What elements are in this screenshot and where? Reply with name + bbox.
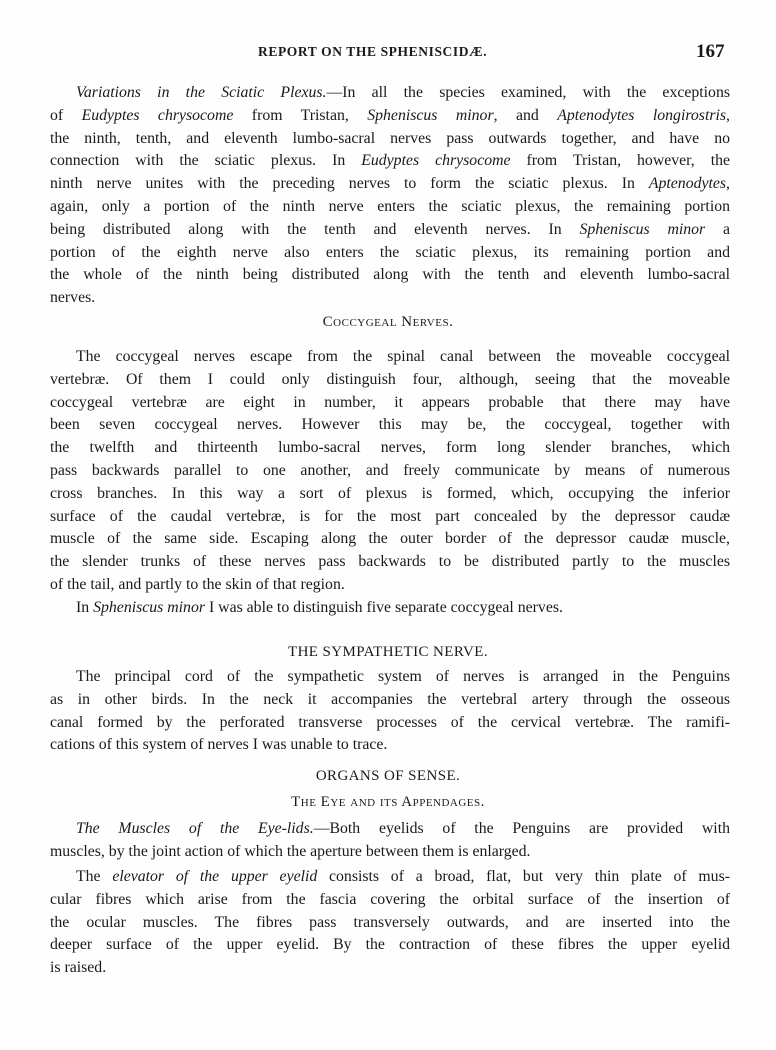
paragraph-sciatic-plexus xyxy=(50,82,730,310)
italic-run: Eudyptes chrysocome xyxy=(81,106,234,124)
text-run: , xyxy=(726,175,730,193)
running-head xyxy=(0,41,776,66)
text-line xyxy=(50,866,730,889)
text-line: cations of this system of nerves I was unable to trace. xyxy=(50,736,388,754)
text-run: from Tristan, xyxy=(233,106,368,124)
text-line: been seven coccygeal nerves. However this may be, the coccygeal, together with xyxy=(50,416,730,434)
text-line: vertebræ. Of them I could only distinguish four, although, seeing that the moveable xyxy=(50,370,730,388)
italic-run: Aptenodytes xyxy=(648,175,727,193)
text-line xyxy=(50,597,730,620)
section-heading-organs-of-sense: ORGANS OF SENSE. xyxy=(315,768,461,784)
italic-run: Variations in the Sciatic Plexus. xyxy=(76,84,327,101)
text-run: The xyxy=(76,868,113,885)
text-line: The principal cord of the sympathetic system of nerves is arranged in the Penguins xyxy=(76,668,730,685)
text-line: is raised. xyxy=(50,959,107,977)
text-line: muscle of the same side. Escaping along the outer border of the depressor caudæ muscle, xyxy=(50,530,730,548)
text-run: being distributed along with the tenth and eleventh nerves. In xyxy=(50,220,580,238)
text-run: , and xyxy=(493,106,558,124)
text-line xyxy=(50,150,730,173)
text-line: the whole of the ninth being distributed along with the tenth and eleventh lumbo-sacral xyxy=(50,266,730,284)
text-line xyxy=(50,818,730,841)
text-run: —Both eyelids of the Penguins are provided with xyxy=(313,820,730,837)
text-run: consists of a broad, flat, but very thin plate of mus- xyxy=(317,868,730,885)
text-run: of xyxy=(50,106,82,124)
running-title: REPORT ON THE SPHENISCIDÆ. xyxy=(258,44,488,59)
text-run: ninth nerve unites with the preceding nerves to form the sciatic plexus. In xyxy=(50,175,649,193)
text-line: as in other birds. In the neck it accompanies the vertebral artery through the osseous xyxy=(50,690,730,708)
text-line: again, only a portion of the ninth nerve enters the sciatic plexus, the remaining portion xyxy=(50,197,730,215)
text-line: The coccygeal nerves escape from the spinal canal between the moveable coccygeal xyxy=(76,348,730,365)
paragraph-coccygeal-nerves xyxy=(50,346,730,620)
text-line: the twelfth and thirteenth lumbo-sacral nerves, form long slender branches, which xyxy=(50,439,730,457)
italic-run: elevator of the upper eyelid xyxy=(112,868,318,885)
paragraph-eyelid-muscles xyxy=(50,818,730,864)
text-run: I was able to distinguish five separate coccygeal nerves. xyxy=(205,598,563,616)
italic-run: Spheniscus minor xyxy=(93,598,205,616)
paragraph-sympathetic-nerve xyxy=(50,666,730,757)
text-line: pass backwards parallel to one another, and freely communicate by means of numerous xyxy=(50,461,730,479)
text-line: of the tail, and partly to the skin of that region. xyxy=(50,575,345,593)
text-run: In xyxy=(76,598,94,616)
text-line: the ocular muscles. The fibres pass transversely outwards, and are inserted into the xyxy=(50,913,730,931)
text-line xyxy=(50,82,730,105)
text-line: portion of the eighth nerve also enters the sciatic plexus, its remaining portion and xyxy=(50,243,730,261)
paragraph-elevator-upper-eyelid xyxy=(50,866,730,980)
text-run: , xyxy=(726,106,730,124)
text-line: the slender trunks of these nerves pass backwards to be distributed partly to the muscles xyxy=(50,553,730,571)
page-number: 167 xyxy=(696,41,725,62)
text-line xyxy=(50,105,730,128)
section-heading-sympathetic: THE SYMPATHETIC NERVE. xyxy=(288,644,488,660)
italic-run: Spheniscus minor xyxy=(579,220,706,238)
text-line: cular fibres which arise from the fascia covering the orbital surface of the insertion of xyxy=(50,890,730,908)
text-run: a xyxy=(705,220,731,238)
text-line: canal formed by the perforated transverse processes of the cervical vertebræ. The ramifi- xyxy=(50,713,730,731)
italic-run: Spheniscus minor xyxy=(367,106,494,124)
text-line: muscles, by the joint action of which the aperture between them is enlarged. xyxy=(50,842,531,860)
text-line: the ninth, tenth, and eleventh lumbo-sacral nerves pass outwards together, and have no xyxy=(50,129,730,147)
text-line xyxy=(50,219,730,242)
text-line: surface of the caudal vertebræ, is for the most part concealed by the depressor caudæ xyxy=(50,507,730,525)
text-run: from Tristan, however, the xyxy=(510,152,730,170)
italic-run: Aptenodytes longirostris xyxy=(557,106,727,124)
text-line: deeper surface of the upper eyelid. By the contraction of these fibres the upper eyelid xyxy=(50,936,730,954)
text-line xyxy=(50,173,730,196)
text-line: cross branches. In this way a sort of plexus is formed, which, occupying the inferior xyxy=(50,484,730,502)
text-run: —In all the species examined, with the exceptions xyxy=(326,84,730,101)
subsection-heading-eye: The Eye and its Appendages. xyxy=(291,794,485,810)
text-run: connection with the sciatic plexus. In xyxy=(50,152,362,170)
text-line: nerves. xyxy=(50,289,96,307)
section-heading-coccygeal: Coccygeal Nerves. xyxy=(322,314,454,330)
italic-run: Eudyptes chrysocome xyxy=(361,152,511,170)
text-line: coccygeal vertebræ are eight in number, it appears probable that there may have xyxy=(50,393,730,411)
italic-run: The Muscles of the Eye-lids. xyxy=(76,820,314,837)
